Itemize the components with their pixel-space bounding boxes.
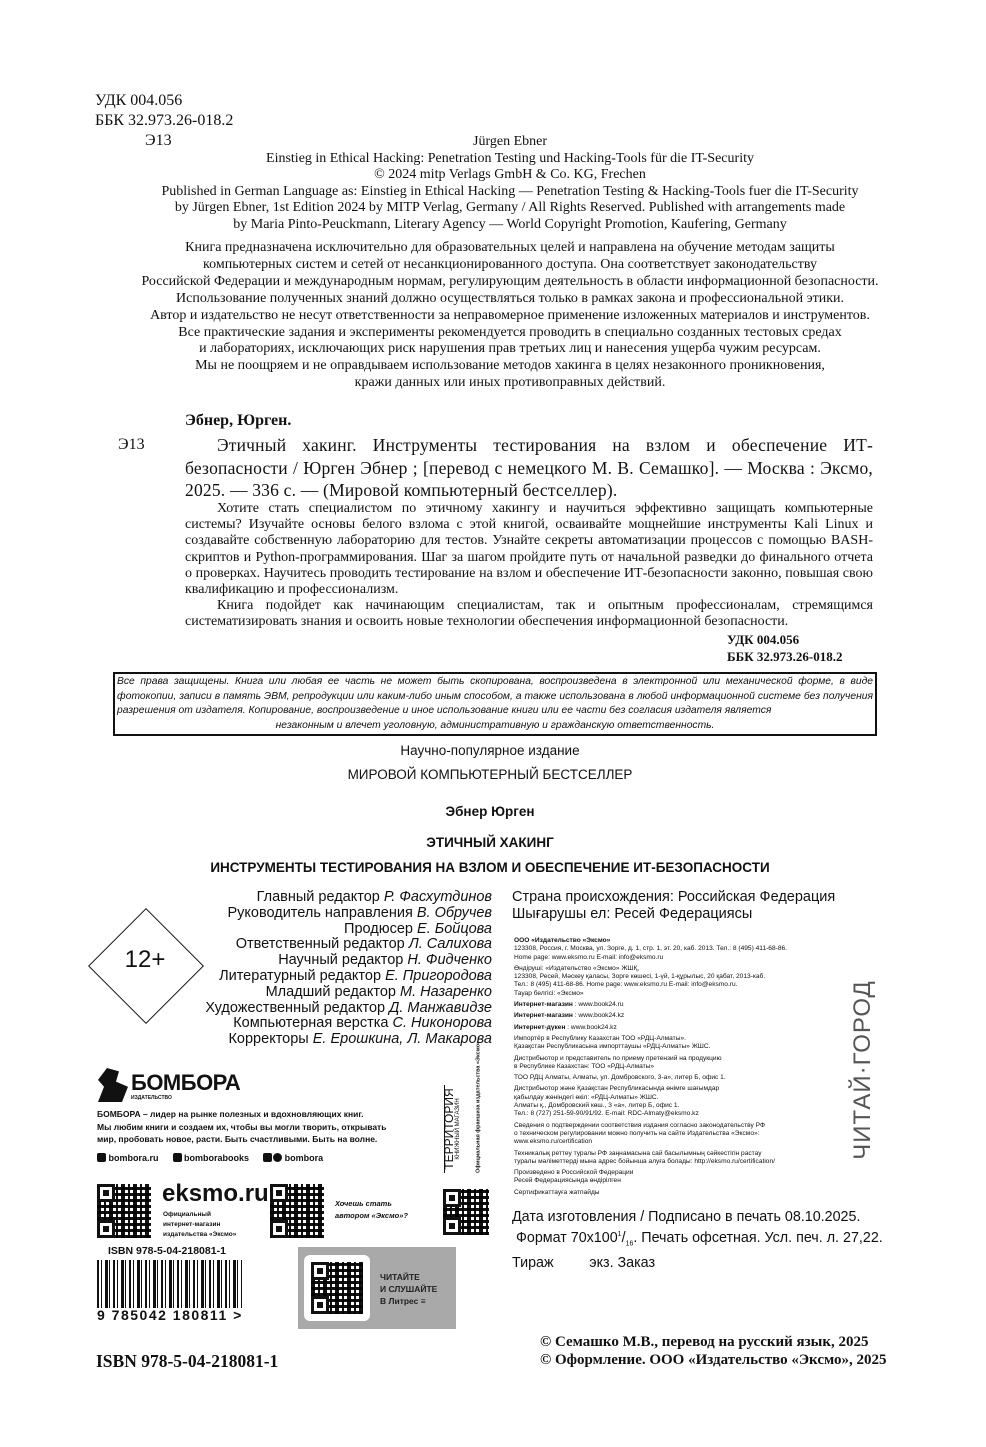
publisher-info-paragraph [514,1122,824,1147]
disclaimer-line: Все практические задания и эксперименты рекомендуется проводить в специально созданных тестовых средах [178,324,842,340]
original-line: by Maria Pinto-Peuckmann, Literary Agency — World Copyright Promotion, Kaufering, Germany [233,216,787,232]
publisher-info [514,937,824,1200]
litres-line: В Литрес ≡ [380,1296,426,1306]
publisher-info-line: қабылдау жөніндегі өкіл: «РДЦ-Алматы» ЖШС. [514,1093,659,1101]
territory-logo [444,1085,463,1173]
telegram-icon [273,1153,282,1162]
publisher-info-heading: Интернет-магазин [514,1012,573,1020]
rights-notice-box [113,672,877,736]
bib-entry: Этичный хакинг. Инструменты тестирования на взлом и обеспечение ИТ-безопасности / Юрген Эбнер ; [перевод с немецкого М. В. Семашко]. — Москва : Эксмо, 2025. — 336 с. — (Мировой компьютерный бестселлер). [185,435,873,500]
litres-text [380,1271,437,1307]
publisher-info-line: Сертификаттауға жатпайды [514,1188,600,1196]
credit-line [205,985,492,1001]
credit-role: Младший редактор [265,983,396,1000]
udk-code: УДК 004.056 [95,92,183,109]
publisher-info-heading: Интернет-дүкен [514,1023,566,1031]
publisher-info-line: : www.book24.kz [572,1012,625,1020]
book-subtitle: ИНСТРУМЕНТЫ ТЕСТИРОВАНИЯ НА ВЗЛОМ И ОБЕСПЕЧЕНИЕ ИТ-БЕЗОПАСНОСТИ [210,860,770,875]
eksmo-site[interactable]: eksmo.ru [162,1180,269,1207]
territory-sub: КНИЖНЫЙ МАГАЗИН [455,1098,461,1160]
youtube-icon [263,1153,272,1162]
qr-code-territory[interactable] [443,1189,489,1235]
publisher-info-line: 123308, Россия, г. Москва, ул. Зорге, д. 1, стр. 1, эт. 20, каб. 2013. Тел.: 8 (495) 411-68-86. [514,945,788,953]
litres-line: И СЛУШАЙТЕ [380,1284,438,1294]
eksmo-caption [163,1210,236,1240]
qr-code-litres[interactable] [311,1262,363,1314]
credit-name: Р. Фасхутдинов [383,889,492,905]
credit-name: Е. Ерошкина, Л. Макарова [312,1031,492,1048]
original-line: © 2024 mitp Verlags GmbH & Co. KG, Frechen [374,167,646,183]
globe-icon [97,1153,106,1162]
original-line: Einstieg in Ethical Hacking: Penetration Testing und Hacking-Tools für die IT-Security [266,150,754,166]
publisher-info-paragraph [514,1085,824,1118]
publisher-info-line: Тауар белгісі: «Эксмо» [514,989,584,997]
territory-note [468,1040,490,1173]
publisher-info-paragraph [514,1035,824,1052]
link-text: bombora.ru [108,1153,159,1163]
bib-classification [727,631,842,665]
bib-index: Э13 [118,436,145,453]
annotation [185,501,873,631]
credit-role: Литературный редактор [219,967,382,984]
annotation-paragraph: Хотите стать специалистом по этичному хакингу и научиться эффективно защищать компьютерные системы? Изучайте основы белого взлома с этой книгой, осваивайте мощнейшие инструменты Kali Linux и создавайте собственную лабораторию для тестов. Узнайте секреты автоматизации процессов с помощью BASH-скриптов и Python-программирования. Шаг за шагом пройдите путь от начальной разведки до финального отчета о проверках. Научитесь проводить тестирование на взлом и обеспечение ИТ-безопасности законно, повышая свою квалификацию и профессионализм. [185,501,873,598]
link-text: bombora [284,1153,324,1163]
credit-role: Продюсер [344,920,413,937]
copyright-line: © Оформление. ООО «Издательство «Эксмо», 2025 [540,1352,887,1368]
link-text: bomborabooks [184,1153,250,1163]
vk-icon [173,1153,182,1162]
cta-line: автором «Эксмо»? [335,1211,408,1220]
publisher-info-paragraph [514,937,824,962]
publisher-info-paragraph [514,1074,824,1082]
title-author: Эбнер Юрген [445,804,535,819]
disclaimer-line: и лабораториях, исключающих риск нарушения прав третьих лиц и нанесения ущерба чужим ресурсам. [199,341,821,357]
publisher-info-line: Home page: www.eksmo.ru E-mail: info@eksmo.ru [514,953,664,961]
disclaimer-line: Книга предназначена исключительно для образовательных целей и направлена на обучение методам защиты [185,240,835,255]
publisher-info-line: Тел.: 8 (495) 411-68-86. Home page: www.eksmo.ru E-mail: info@eksmo.ru. [514,981,738,989]
litres-line: ЧИТАЙТЕ [380,1272,420,1282]
bbk-code: ББК 32.973.26-018.2 [95,112,234,129]
bombora-link-social[interactable] [263,1153,323,1163]
credit-line [205,890,492,906]
publisher-info-paragraph [514,1001,824,1009]
qr-code-eksmo[interactable] [97,1184,151,1238]
publisher-info-line: www.eksmo.ru/certification [514,1138,593,1146]
copyrights [540,1333,887,1369]
original-edition-info [110,134,910,234]
credit-name: Л. Салихова [408,936,492,953]
edition-type: Научно-популярное издание [400,743,580,758]
rights-text: Все права защищены. Книга или любая ее часть не может быть скопирована, воспроизведена в электронной или механической форме, в виде фотокопии, записи в память ЭВМ, репродукции или каким-либо иным способом, а также использована в любой информационной системе без получения разрешения от издателя. Копирование, воспроизведение и иное использование книги или ее части без согласия издателя является [117,676,873,717]
bombora-line: Мы любим книги и создаем их, чтобы вы могли творить, открывать [97,1121,387,1132]
bib-bbk: ББК 32.973.26-018.2 [727,649,843,664]
bib-author: Эбнер, Юрген. [185,412,292,429]
publisher-info-paragraph [514,1189,824,1197]
caption-line: Официальный [163,1211,211,1218]
credit-line [205,937,492,953]
country-line: Страна происхождения: Российская Федерация [512,889,836,905]
publisher-info-line: Техникалық реттеу туралы РФ заңнамасына сай басылымның сәйкестігін растау [514,1149,762,1157]
bombora-link-site[interactable] [97,1153,159,1163]
publisher-info-line: Алматы қ., Домбровский көш., 3 «а», литер Б, офис 1. [514,1102,680,1110]
credits [205,890,492,1048]
disclaimer-line: Использование полученных знаний должно осуществляться только в рамках закона и профессиональной этики. [176,290,844,306]
credit-name: Н. Фидченко [407,952,492,969]
copyright-line: © Семашко М.В., перевод на русский язык, 2025 [540,1334,869,1350]
credit-name: Е. Пригородова [385,967,492,984]
bombora-text [97,1108,386,1146]
publisher-info-paragraph [514,1024,824,1032]
barcode-isbn: ISBN 978-5-04-218081-1 [108,1245,226,1257]
publisher-info-paragraph [514,1012,824,1020]
isbn: ISBN 978-5-04-218081-1 [96,1351,279,1371]
publisher-info-line: Дистрибьютор и представитель по приему претензий на продукцию [514,1054,722,1062]
publisher-info-line: Сведения о подтверждении соответствия издания согласно законодательству РФ [514,1121,765,1129]
publisher-info-heading: ООО «Издательство «Эксмо» [514,937,611,944]
disclaimer [110,240,910,392]
bombora-line: мир, пробовать новое, расти. Быть счастливыми. Быть на волне. [97,1134,378,1144]
publisher-info-paragraph [514,965,824,998]
publisher-info-line: Тел.: 8 (727) 251-59-90/91/92. E-mail: RDC-Almaty@eksmo.kz [514,1110,699,1118]
publisher-info-paragraph [514,1169,824,1186]
age-rating: 12+ [124,946,166,973]
publisher-info-line: 123308, Ресей, Мәскеу қаласы, Зорге көшесі, 1-үй, 1-құрылыс, 20 қабат, 2013-каб. [514,973,766,981]
publisher-info-line: ТОО РДЦ Алматы, Алматы, ул. Домбровского, 3-а», литер Б, офис 1. [514,1074,726,1082]
credit-line [205,1001,492,1017]
publisher-info-heading: Интернет-магазин [514,1001,573,1009]
credit-role: Главный редактор [256,889,380,905]
bombora-links [97,1153,323,1163]
bombora-line: БОМБОРА – лидер на рынке полезных и вдохновляющих книг. [97,1109,364,1119]
author-index: Э13 [145,132,172,149]
disclaimer-line: компьютерных систем и сетей от несанкционированного доступа. Она соответствует законодательству [203,256,817,272]
cta-line: Хочешь стать [335,1199,392,1208]
credit-line [205,1032,492,1048]
barcode [97,1260,242,1308]
credit-role: Художественный редактор [205,999,386,1016]
credit-role: Ответственный редактор [235,936,405,953]
credit-line [205,969,492,985]
credit-role: Руководитель направления [227,904,413,921]
original-line: Jürgen Ebner [473,134,547,149]
credit-name: В. Обручев [416,904,492,921]
publisher-info-line: в Республике Казахстан: ТОО «РДЦ-Алматы» [514,1062,655,1070]
credit-role: Корректоры [228,1031,309,1048]
credit-name: Д. Манжавидзе [389,999,492,1016]
publisher-info-paragraph [514,1055,824,1072]
disclaimer-line: Мы не поощряем и не оправдываем использование методов хакинга в целях незаконного проникновения, [195,358,825,374]
print-run: Тираж экз. Заказ [512,1254,656,1271]
country-line: Шығарушы ел: Ресей Федерациясы [512,906,753,922]
publisher-info-line: : www.book24.kz [565,1023,617,1031]
format-text: . Печать офсетная. Усл. печ. л. 27,22. [633,1229,883,1246]
bib-udk: УДК 004.056 [727,632,800,647]
book-title: ЭТИЧНЫЙ ХАКИНГ [426,835,554,850]
litres-qr-frame [304,1255,370,1321]
credit-name: С. Никонорова [392,1015,492,1032]
disclaimer-line: Автор и издательство не несут ответственности за неправомерное применение изложенных материалов и инструментов. [150,307,870,323]
publisher-info-paragraph [514,1150,824,1167]
rights-text-last: незаконным и влечет уголовную, административную и гражданскую ответственность. [275,719,715,731]
credit-line [205,1016,492,1032]
barcode-digits: 9 785042 180811 > [97,1307,243,1323]
credit-line [205,906,492,922]
print-format: Формат $70x100^1/_{16}$. Печать офсетная. Усл. печ. л. 27,22. [516,1229,883,1248]
disclaimer-line: кражи данных или иных противоправных действий. [354,375,666,391]
litres-block [298,1247,456,1329]
publisher-info-line: Қазақстан Республикасына импорттаушы «РДЦ-Алматы» ЖШС. [514,1043,711,1051]
territory-title: ТЕРРИТОРИЯ [442,1088,456,1170]
print-date: Дата изготовления / Подписано в печать 08.10.2025. [512,1209,861,1225]
original-line: Published in German Language as: Einstieg in Ethical Hacking — Penetration Testing & Hacking-Tools fuer die IT-Security [161,183,859,199]
credit-line [205,953,492,969]
publisher-info-line: туралы мәліметтерді мына адрес бойынша алуға болады: http://eksmo.ru/certification/ [514,1157,775,1165]
annotation-paragraph: Книга подойдет как начинающим специалистам, так и опытным профессионалам, стремящимся систематизировать знания и освоить новые технологии обеспечения информационной безопасности. [185,598,873,630]
country-of-origin [512,889,835,923]
format-sub: 16 [625,1240,634,1248]
caption-line: интернет-магазин [163,1221,221,1228]
credit-name: Е. Бойцова [417,920,492,937]
qr-code-author[interactable] [270,1184,324,1238]
publisher-info-line: о техническом регулировании можно получить на сайте Издательства «Эксмо»: [514,1129,760,1137]
chitai-gorod-logo [838,965,888,1175]
bombora-logo-sub: ИЗДАТЕЛЬСТВО [131,1095,172,1101]
bombora-logo: БОМБОРА [131,1070,241,1095]
original-line: by Jürgen Ebner, 1st Edition 2024 by MITP Verlag, Germany / All Rights Reserved. Published with arrangements made [174,200,846,216]
bibliographic-record [185,412,873,502]
caption-line: издательства «Эксмо» [163,1231,237,1238]
bombora-logo-icon [98,1068,128,1102]
publisher-info-line: : www.book24.ru [572,1001,624,1009]
disclaimer-line: Российской Федерации и международным нормам, регулирующим деятельность в области информационной безопасности. [141,273,879,289]
publisher-info-line: Дистрибьютор және Қазақстан Республикасында өнімге шағымдар [514,1085,720,1093]
credit-role: Компьютерная верстка [233,1015,389,1032]
author-cta [335,1198,408,1222]
publisher-info-line: Ресей Федерациясында өндірілген [514,1177,621,1185]
series-name: МИРОВОЙ КОМПЬЮТЕРНЫЙ БЕСТСЕЛЛЕР [347,767,633,782]
publisher-info-line: Импортёр в Республику Казахстан ТОО «РДЦ-Алматы». [514,1034,686,1042]
print-info [512,1208,883,1272]
format-sup: 1 [617,1231,622,1238]
chitai-gorod-text: ЧИТАЙ·ГОРОД [849,980,876,1160]
credit-line [205,922,492,938]
credit-name: М. Назаренко [399,983,492,1000]
territory-note-text: Официальная франшиза издательства «Эксмо» [475,1040,482,1173]
publisher-info-line: Произведено в Российской Федерации [514,1169,634,1177]
bombora-link-vk[interactable] [173,1153,250,1163]
publisher-info-line: Өндіруші: «Издательство «Эксмо» ЖШҚ, [514,964,640,972]
format-text: Формат 70x100 [516,1229,618,1246]
credit-role: Научный редактор [278,952,404,969]
